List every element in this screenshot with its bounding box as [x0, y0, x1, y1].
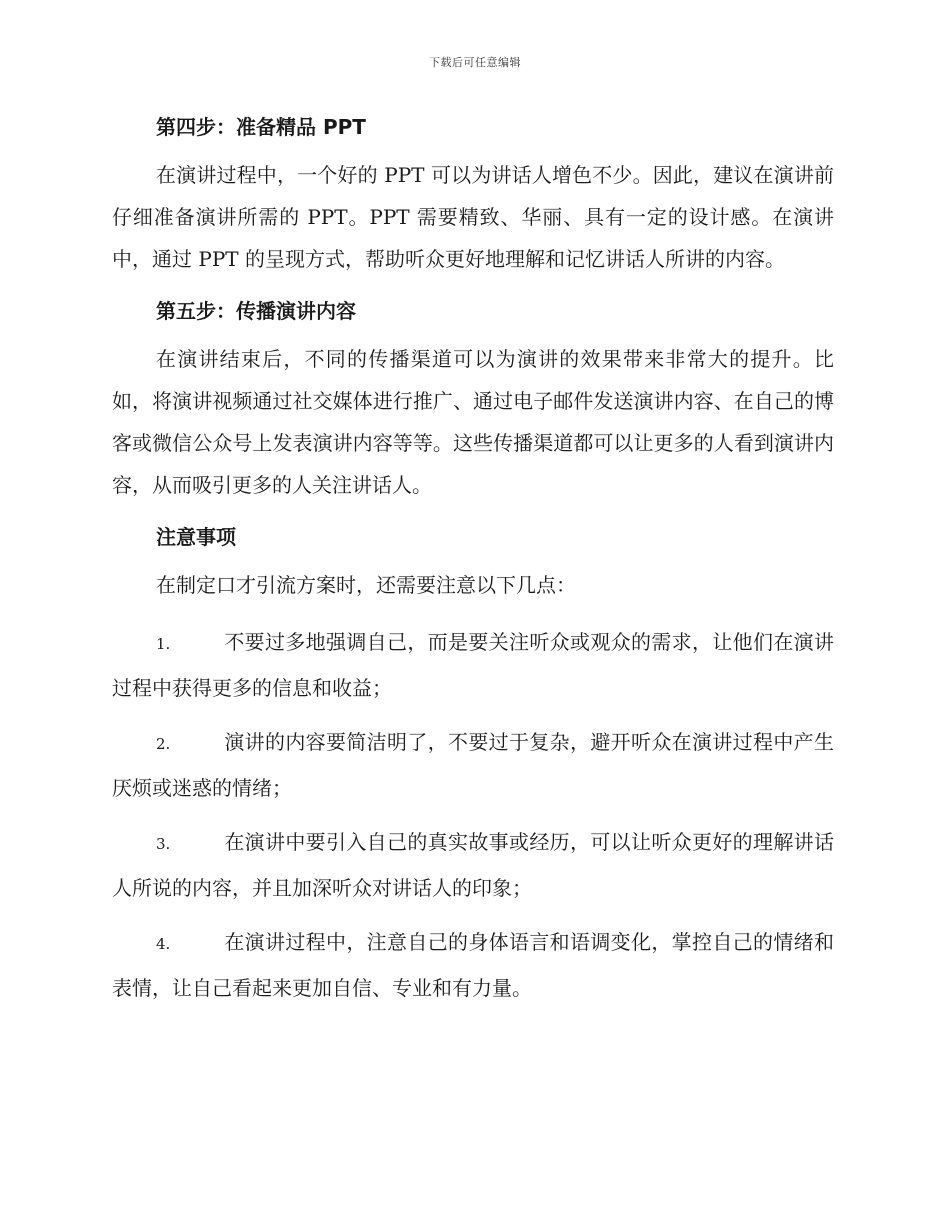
- page-header-note: 下载后可任意编辑: [429, 56, 521, 69]
- list-item: [112, 920, 834, 1010]
- list-item: [112, 720, 834, 810]
- list-item-text: 在演讲过程中，注意自己的身体语言和语调变化，掌控自己的情绪和表情，让自己看起来更加自信、专业和有力量。: [112, 930, 834, 1000]
- section-heading-notes: 注意事项: [156, 525, 236, 549]
- list-item-text: 在演讲中要引入自己的真实故事或经历，可以让听众更好的理解讲话人所说的内容，并且加深听众对讲话人的印象；: [112, 830, 834, 900]
- list-item-text: 演讲的内容要简洁明了，不要过于复杂，避开听众在演讲过程中产生厌烦或迷惑的情绪；: [112, 730, 834, 800]
- paragraph-step5: 在演讲结束后，不同的传播渠道可以为演讲的效果带来非常大的提升。比如，将演讲视频通过社交媒体进行推广、通过电子邮件发送演讲内容、在自己的博客或微信公众号上发表演讲内容等等。这些传播渠道都可以让更多的人看到演讲内容，从而吸引更多的人关注讲话人。: [112, 347, 834, 497]
- list-item-text: 不要过多地强调自己，而是要关注听众或观众的需求，让他们在演讲过程中获得更多的信息和收益；: [112, 630, 834, 700]
- document-body: [112, 110, 834, 1020]
- list-item-number: 1.: [156, 635, 171, 653]
- list-item: [112, 820, 834, 910]
- paragraph-step4: 在演讲过程中，一个好的 PPT 可以为讲话人增色不少。因此，建议在演讲前仔细准备演讲所需的 PPT。PPT 需要精致、华丽、具有一定的设计感。在演讲中，通过 PPT 的呈现方式，帮助听众更好地理解和记忆讲话人所讲的内容。: [112, 163, 834, 271]
- list-item: [112, 620, 834, 710]
- list-item-number: 3.: [156, 835, 171, 853]
- list-item-number: 4.: [156, 935, 171, 953]
- section-heading-step5: 第五步：传播演讲内容: [156, 299, 356, 323]
- section-heading-step4: 第四步：准备精品 PPT: [156, 115, 366, 139]
- paragraph-notes-intro: 在制定口才引流方案时，还需要注意以下几点：: [156, 573, 576, 597]
- list-item-number: 2.: [156, 735, 171, 753]
